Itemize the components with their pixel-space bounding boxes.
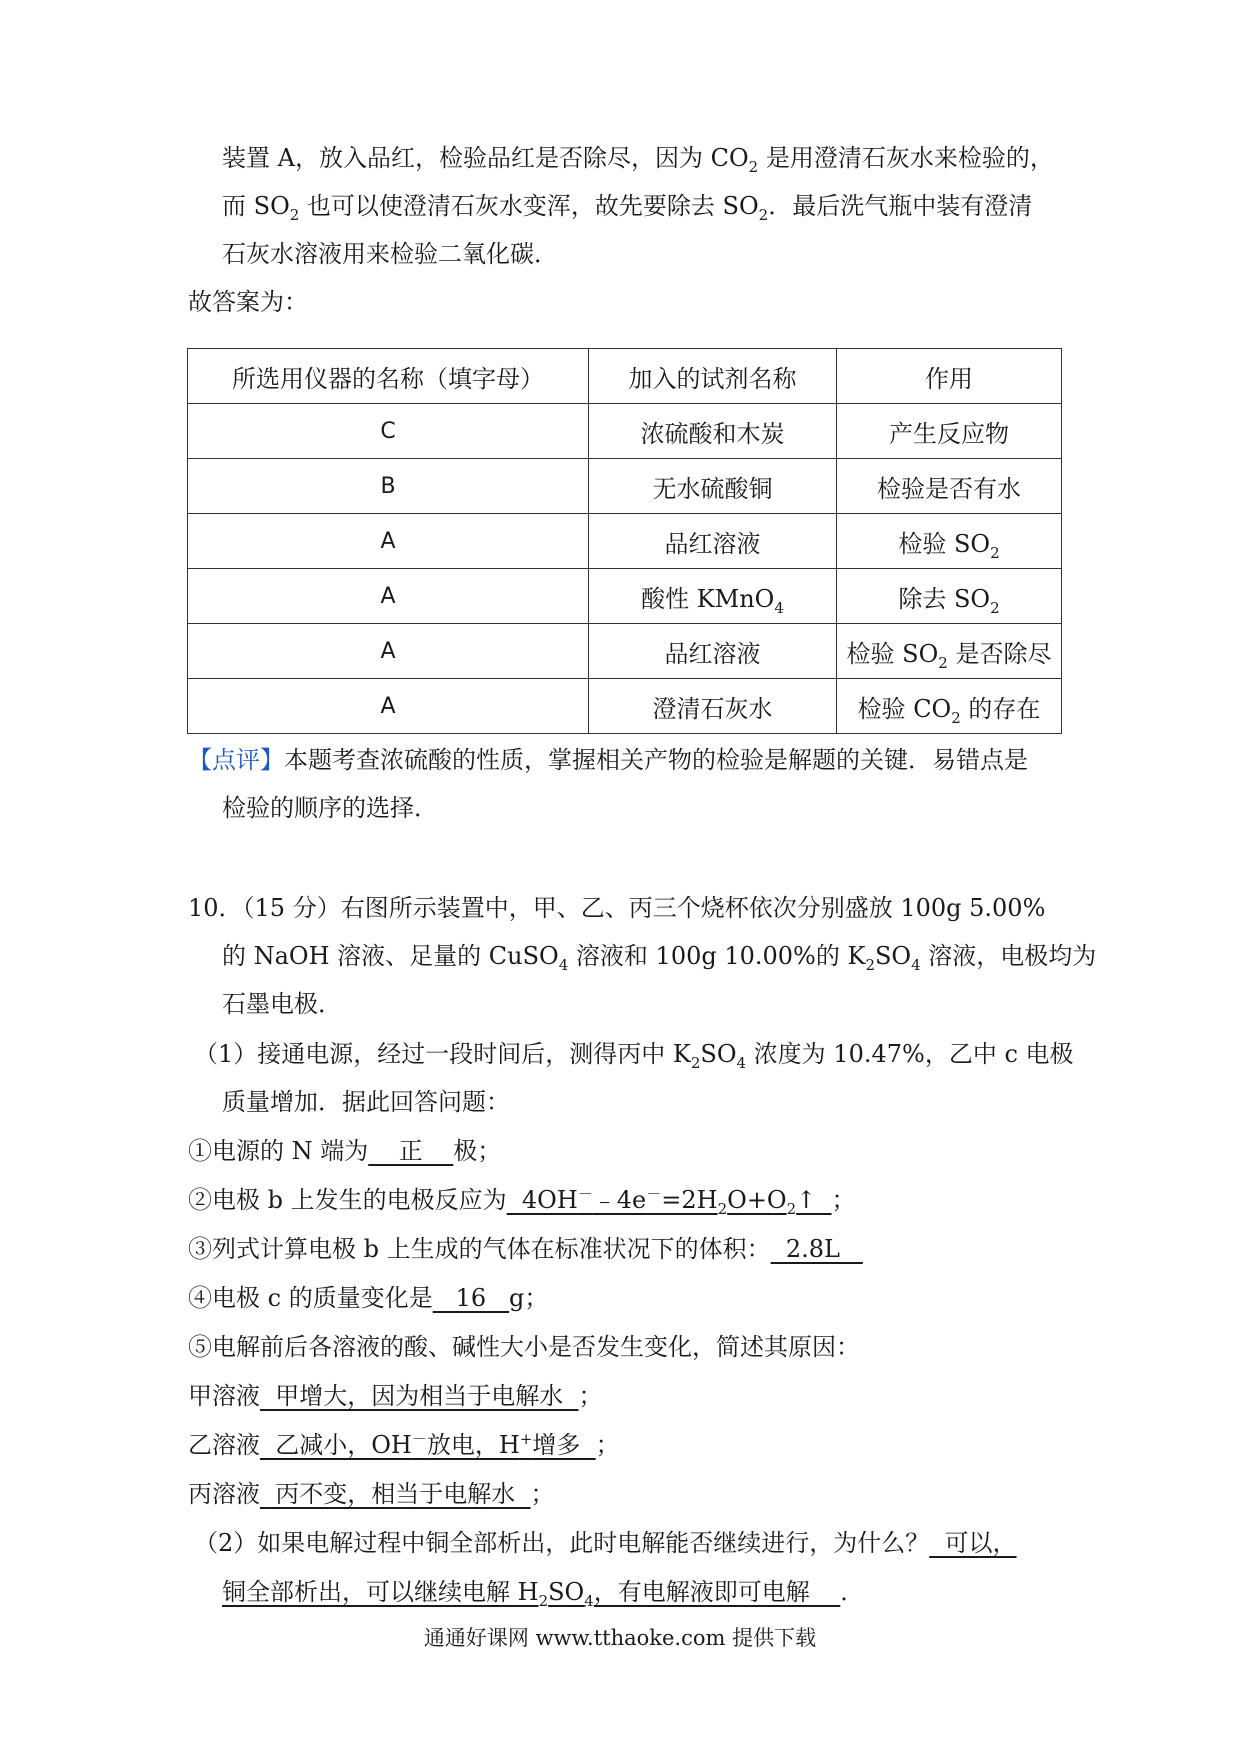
table-cell-reagent: 无水硫酸铜 xyxy=(589,459,837,514)
table-row xyxy=(188,569,1062,624)
answer-blank: 2.8L xyxy=(770,1235,863,1263)
part2-line-2: 铜全部析出，可以继续电解 $H_2SO_4$，有电解液即可电解 ． xyxy=(222,1578,865,1610)
comment-line-2: 检验的顺序的选择． xyxy=(222,794,438,822)
table-cell-device: B xyxy=(188,459,589,514)
table-cell-device: A xyxy=(188,679,589,734)
table-cell-reagent: 品红溶液 xyxy=(589,514,837,569)
sub-question-2: ②电极 b 上发生的电极反应为 $4OH^-﹣4e^-=2H_2O+O_2↑$ ； xyxy=(188,1185,856,1218)
intro-line-3: 石灰水溶液用来检验二氧化碳． xyxy=(222,240,558,268)
sub-question-4: ④电极 c 的质量变化是 16 g； xyxy=(188,1284,549,1312)
table-cell-purpose: 检验 $CO_2$ 的存在 xyxy=(837,679,1062,734)
table-cell-reagent: 澄清石灰水 xyxy=(589,679,837,734)
answer-label: 故答案为： xyxy=(188,288,308,316)
answer-blank: 可以， xyxy=(929,1529,1017,1557)
sub-question-5: ⑤电解前后各溶液的酸、碱性大小是否发生变化，简述其原因： xyxy=(188,1333,860,1361)
table-header-row xyxy=(188,349,1062,404)
table-row xyxy=(188,404,1062,459)
answer-blank: 甲增大，因为相当于电解水 xyxy=(260,1382,579,1410)
answer-table xyxy=(187,348,1062,734)
table-row xyxy=(188,679,1062,734)
comment-tag: 【点评】 xyxy=(188,746,284,774)
answer-blank: 丙不变，相当于电解水 xyxy=(260,1480,531,1508)
table-row xyxy=(188,624,1062,679)
intro-line-1: 装置 A，放入品红，检验品红是否除尽，因为 $CO_2$ 是用澄清石灰水来检验的， xyxy=(222,144,1054,176)
part1-line-1: （1）接通电源，经过一段时间后，测得丙中 $K_2SO_4$ 浓度为 10.47%，乙中 c 电极 xyxy=(194,1040,1074,1072)
sub-question-1: ①电源的 N 端为 正 极； xyxy=(188,1137,502,1165)
table-cell-device: C xyxy=(188,404,589,459)
table-header-reagent: 加入的试剂名称 xyxy=(589,349,837,404)
answer-blank: 铜全部析出，可以继续电解 $H_2SO_4$，有电解液即可电解 xyxy=(222,1578,841,1610)
solution-jia: 甲溶液 甲增大，因为相当于电解水 ； xyxy=(188,1382,603,1410)
part1-line-2: 质量增加．据此回答问题： xyxy=(222,1088,510,1116)
page-footer: 通通好课网 www.tthaoke.com 提供下载 xyxy=(423,1626,817,1650)
q10-line-2: 的 NaOH 溶液、足量的 CuSO$_4$ 溶液和 100g 10.00%的 $K_2SO_4$ 溶液，电极均为 xyxy=(222,942,1097,974)
table-cell-device: A xyxy=(188,514,589,569)
q10-line-1: 10．（15 分）右图所示装置中，甲、乙、丙三个烧杯依次分别盛放 100g 5.00% xyxy=(188,894,1046,922)
answer-blank: $4OH^-﹣4e^-=2H_2O+O_2↑$ xyxy=(506,1185,832,1218)
table-cell-purpose: 检验 $SO_2$ xyxy=(837,514,1062,569)
table-cell-reagent: 品红溶液 xyxy=(589,624,837,679)
answer-blank: 16 xyxy=(432,1284,510,1312)
table-cell-device: A xyxy=(188,624,589,679)
solution-yi: 乙溶液 乙减小，OH－放电，H+增多 ； xyxy=(188,1430,620,1459)
table-row xyxy=(188,459,1062,514)
sub-question-3: ③列式计算电极 b 上生成的气体在标准状况下的体积： 2.8L xyxy=(188,1235,863,1263)
answer-blank: 正 xyxy=(368,1137,454,1165)
table-cell-purpose: 除去 $SO_2$ xyxy=(837,569,1062,624)
table-cell-reagent: 酸性 KMnO$_4$ xyxy=(589,569,837,624)
table-cell-purpose: 检验是否有水 xyxy=(837,459,1062,514)
solution-bing: 丙溶液 丙不变，相当于电解水 ； xyxy=(188,1480,555,1508)
table-row xyxy=(188,514,1062,569)
table-header-device: 所选用仪器的名称（填字母） xyxy=(188,349,589,404)
table-header-purpose: 作用 xyxy=(837,349,1062,404)
q10-line-3: 石墨电极． xyxy=(222,990,342,1018)
intro-line-2: 而 $SO_2$ 也可以使澄清石灰水变浑，故先要除去 $SO_2$．最后洗气瓶中装有澄清 xyxy=(222,192,1033,224)
comment-line-1: 【点评】本题考查浓硫酸的性质，掌握相关产物的检验是解题的关键．易错点是 xyxy=(188,746,1028,774)
table-cell-purpose: 产生反应物 xyxy=(837,404,1062,459)
table-cell-purpose: 检验 $SO_2$ 是否除尽 xyxy=(837,624,1062,679)
table-cell-device: A xyxy=(188,569,589,624)
answer-blank: 乙减小，OH－放电，H+增多 xyxy=(260,1430,596,1459)
table-cell-reagent: 浓硫酸和木炭 xyxy=(589,404,837,459)
part2-line-1: （2）如果电解过程中铜全部析出，此时电解能否继续进行，为什么？ 可以， xyxy=(194,1529,1017,1557)
